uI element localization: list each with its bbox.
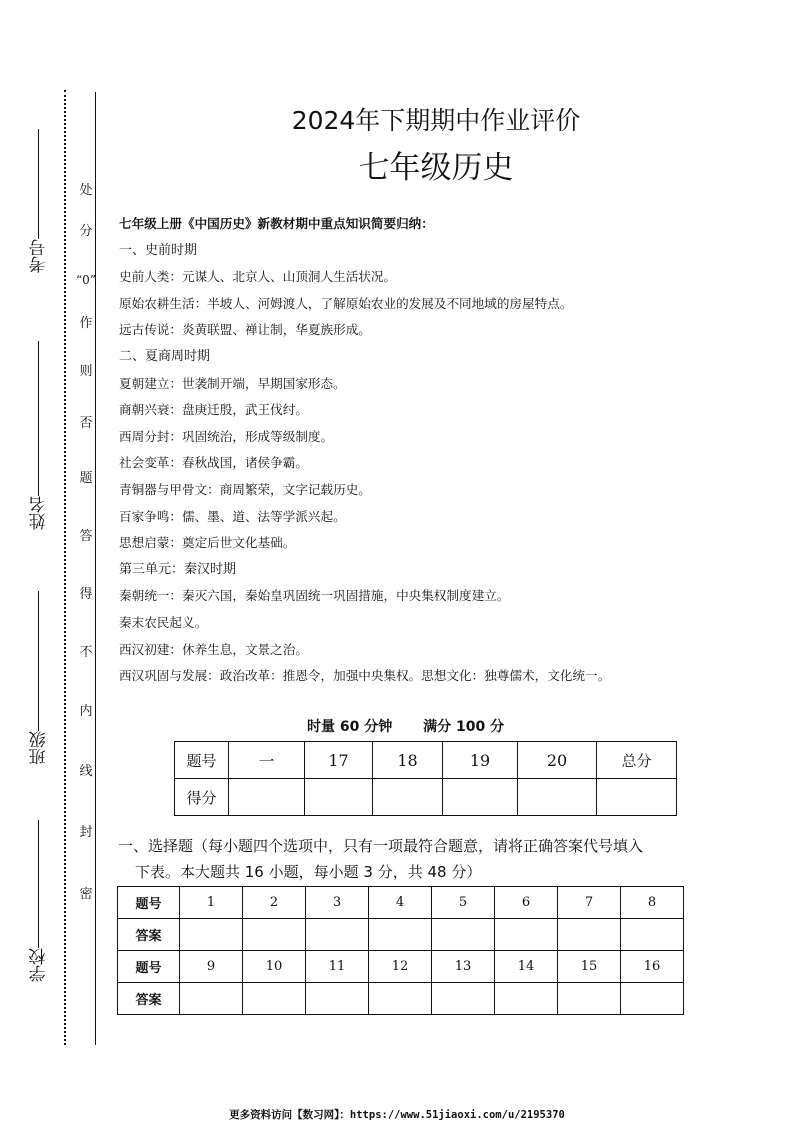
summary-item: 百家争鸣：儒、墨、道、法等学派兴起。 (119, 508, 346, 524)
question-number: 2 (243, 887, 306, 919)
question-number: 6 (495, 887, 558, 919)
student-name-label: 姓名 (29, 496, 50, 530)
question-number: 3 (306, 887, 369, 919)
question-number: 13 (432, 951, 495, 983)
score-cell[interactable] (373, 779, 443, 816)
student-name-field[interactable] (26, 330, 52, 530)
question-number-label: 题号 (118, 887, 180, 919)
answer-cell[interactable] (495, 983, 558, 1015)
answer-cell[interactable] (558, 983, 621, 1015)
class-blank[interactable] (39, 591, 40, 731)
summary-item: 青铜器与甲骨文：商周繁荣，文字记载历史。 (119, 481, 371, 497)
answer-cell[interactable] (495, 919, 558, 951)
summary-item: 夏朝建立：世袭制开端，早期国家形态。 (119, 375, 346, 391)
score-cell[interactable] (305, 779, 373, 816)
exam-time: 时量 60 分钟 (307, 719, 393, 735)
seal-char: 否 (79, 415, 93, 431)
summary-item: 秦末农民起义。 (119, 614, 208, 630)
score-header-cell: 19 (443, 742, 518, 779)
score-header-cell: 17 (305, 742, 373, 779)
answer-cell[interactable] (621, 919, 684, 951)
exam-title: 2024年下期期中作业评价 (291, 106, 581, 135)
seal-char: 答 (79, 528, 93, 544)
question-number-row (118, 951, 684, 983)
section-1-instructions (118, 833, 748, 885)
question-number: 4 (369, 887, 432, 919)
seal-char: 封 (79, 824, 93, 840)
seal-char: 密 (79, 886, 93, 902)
class-field[interactable] (26, 580, 52, 765)
answer-cell[interactable] (306, 919, 369, 951)
answer-cell[interactable] (369, 919, 432, 951)
question-number: 5 (432, 887, 495, 919)
school-label: 学校 (29, 948, 50, 982)
question-number: 8 (621, 887, 684, 919)
score-header-row (175, 742, 677, 779)
answer-cell[interactable] (621, 983, 684, 1015)
answer-cell[interactable] (369, 983, 432, 1015)
summary-section-heading: 第三单元：秦汉时期 (119, 561, 237, 577)
class-label: 班级 (29, 731, 50, 765)
seal-char: 线 (79, 763, 93, 779)
seal-char: 分 (79, 223, 93, 239)
score-row-label: 得分 (175, 779, 229, 816)
summary-section-heading: 二、夏商周时期 (119, 348, 211, 364)
question-number: 7 (558, 887, 621, 919)
answer-table (117, 886, 684, 1015)
binding-dotted-line (64, 90, 66, 1045)
question-number-row (118, 887, 684, 919)
question-number: 16 (621, 951, 684, 983)
score-table (174, 741, 677, 816)
summary-item: 史前人类：元谋人、北京人、山顶洞人生活状况。 (119, 269, 397, 285)
seal-char: 题 (79, 470, 93, 486)
summary-section-heading: 一、史前时期 (119, 242, 198, 258)
seal-char: 内 (79, 703, 93, 719)
question-number: 15 (558, 951, 621, 983)
score-header-cell: 18 (373, 742, 443, 779)
exam-info (307, 716, 504, 736)
score-cell[interactable] (518, 779, 597, 816)
score-cell[interactable] (229, 779, 305, 816)
score-header-cell: 一 (229, 742, 305, 779)
answer-row (118, 919, 684, 951)
seal-char: “0” (76, 272, 96, 287)
seal-char: 作 (79, 315, 93, 331)
question-number: 1 (180, 887, 243, 919)
score-cell[interactable] (443, 779, 518, 816)
seal-char: 不 (79, 644, 93, 660)
exam-full-score: 满分 100 分 (423, 719, 505, 735)
summary-item: 社会变革：春秋战国，诸侯争霸。 (119, 455, 308, 471)
score-header-cell: 总分 (597, 742, 677, 779)
answer-cell[interactable] (432, 983, 495, 1015)
question-number: 14 (495, 951, 558, 983)
answer-cell[interactable] (432, 919, 495, 951)
question-number: 11 (306, 951, 369, 983)
question-number-label: 题号 (118, 951, 180, 983)
summary-item: 原始农耕生活：半坡人、河姆渡人，了解原始农业的发展及不同地域的房屋特点。 (119, 295, 573, 311)
summary-item: 远古传说：炎黄联盟、禅让制，华夏族形成。 (119, 322, 371, 338)
summary-item: 西汉初建：休养生息，文景之治。 (119, 641, 308, 657)
school-field[interactable] (26, 810, 52, 982)
answer-cell[interactable] (243, 983, 306, 1015)
summary-item: 思想启蒙：奠定后世文化基础。 (119, 535, 296, 551)
answer-cell[interactable] (306, 983, 369, 1015)
answer-label: 答案 (118, 919, 180, 951)
seal-line-notice (76, 178, 96, 926)
seal-char: 则 (79, 363, 93, 379)
answer-cell[interactable] (243, 919, 306, 951)
summary-item: 西周分封：巩固统治，形成等级制度。 (119, 428, 334, 444)
question-number: 12 (369, 951, 432, 983)
answer-cell[interactable] (180, 983, 243, 1015)
summary-heading: 七年级上册《中国历史》新教材期中重点知识简要归纳： (119, 216, 434, 231)
question-number: 10 (243, 951, 306, 983)
answer-cell[interactable] (180, 919, 243, 951)
exam-subject-title: 七年级历史 (358, 150, 514, 186)
seal-char: 得 (79, 586, 93, 602)
summary-item: 商朝兴衰：盘庚迁殷，武王伐纣。 (119, 402, 308, 418)
footer-link[interactable]: 更多资料访问【数习网】：https://www.51jiaoxi.com/u/2195370 (229, 1109, 565, 1121)
section-1-line1: 一、选择题（每小题四个选项中，只有一项最符合题意，请将正确答案代号填入 (118, 837, 644, 855)
student-name-blank[interactable] (39, 341, 40, 496)
score-row (175, 779, 677, 816)
question-number: 9 (180, 951, 243, 983)
score-header-cell: 20 (518, 742, 597, 779)
exam-number-label: 考号 (29, 239, 50, 273)
summary-item: 西汉巩固与发展：政治改革：推恩令，加强中央集权。思想文化：独尊儒术，文化统一。 (119, 668, 611, 684)
summary-item: 秦朝统一：秦灭六国，秦始皇巩固统一巩固措施，中央集权制度建立。 (119, 588, 510, 604)
answer-label: 答案 (118, 983, 180, 1015)
score-header-cell: 题号 (175, 742, 229, 779)
knowledge-summary (119, 211, 759, 690)
answer-cell[interactable] (558, 919, 621, 951)
answer-row (118, 983, 684, 1015)
exam-number-field[interactable] (26, 118, 52, 273)
school-blank[interactable] (39, 820, 40, 948)
score-cell[interactable] (597, 779, 677, 816)
section-1-line2: 下表。本大题共 16 小题，每小题 3 分，共 48 分） (135, 863, 482, 881)
seal-char: 处 (79, 183, 93, 198)
exam-number-blank[interactable] (39, 129, 40, 239)
